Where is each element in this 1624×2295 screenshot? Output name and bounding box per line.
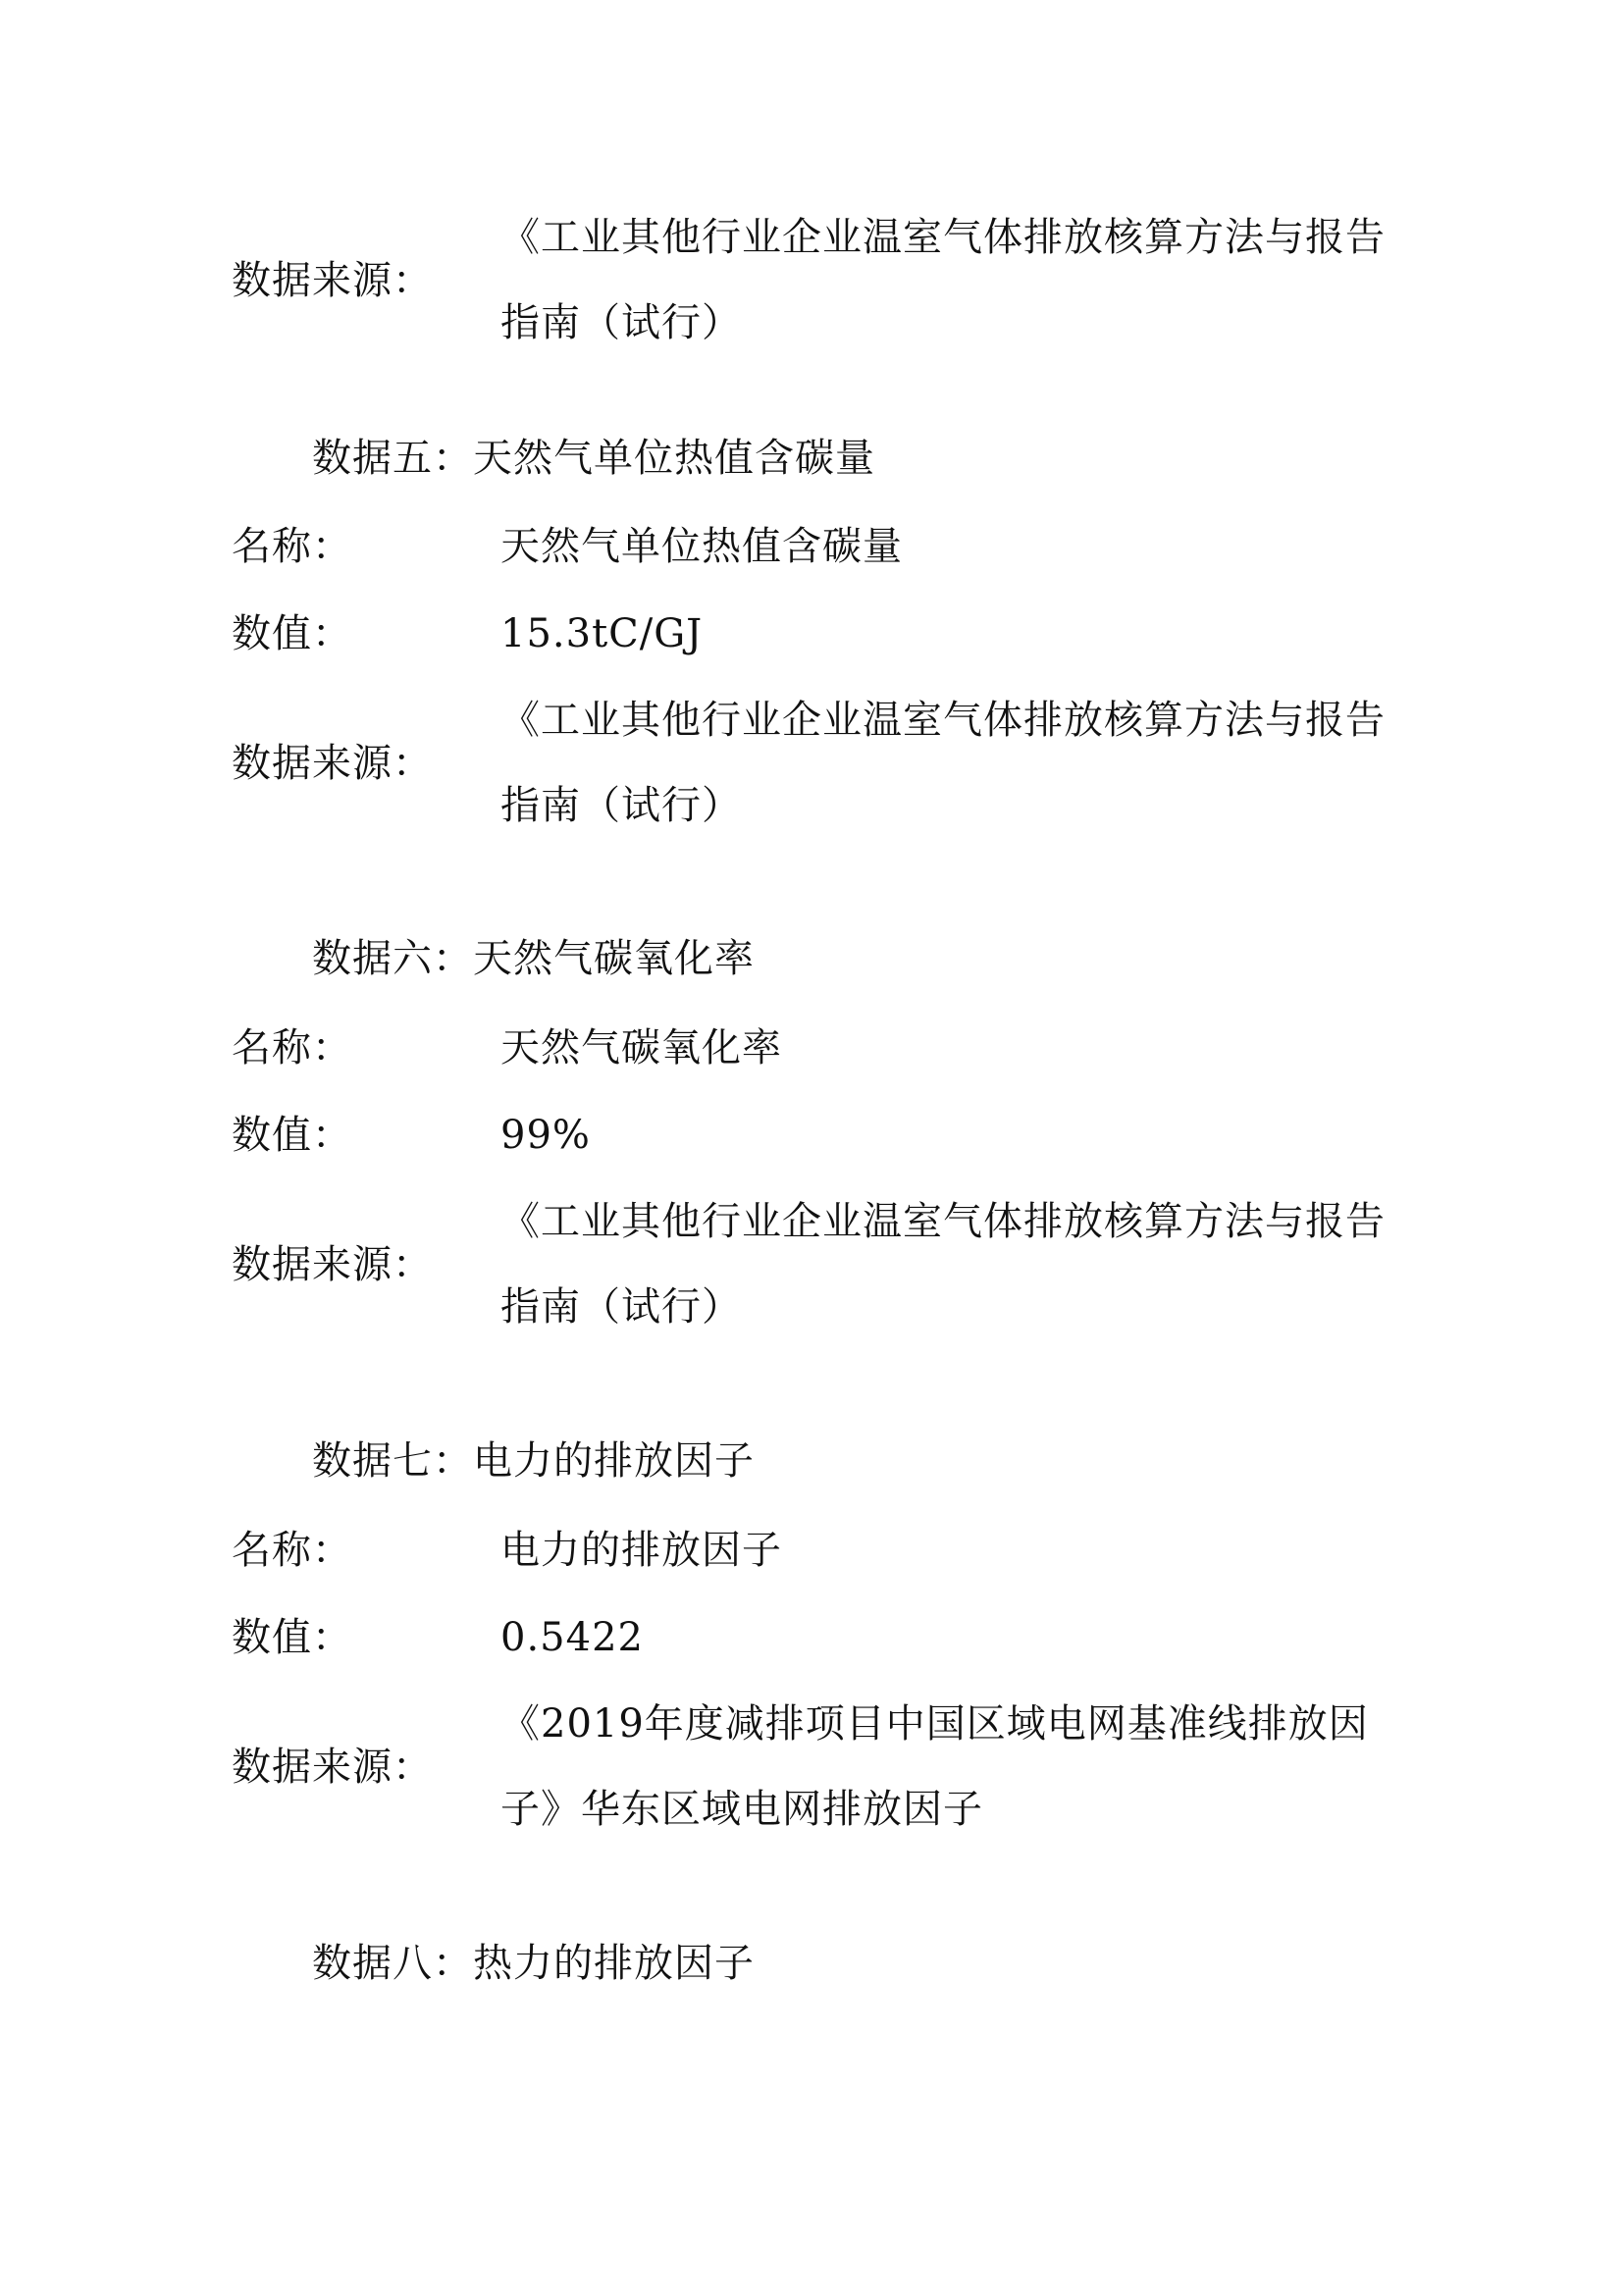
data8-heading-label: 数据八：: [312, 1941, 473, 1986]
data5-name-label: 名称：: [232, 524, 352, 569]
data7-heading: [312, 1437, 755, 1485]
data7-heading-label: 数据七：: [312, 1438, 473, 1484]
data6-heading-label: 数据六：: [312, 936, 473, 981]
data5-value: 15.3tC/GJ: [500, 611, 704, 656]
data8-heading-title: 热力的排放因子: [473, 1941, 755, 1986]
data5-name-value: 天然气单位热值含碳量: [500, 524, 903, 569]
prev-source-label: 数据来源：: [232, 258, 433, 303]
data6-source-line1: 《工业其他行业企业温室气体排放核算方法与报告: [500, 1199, 1386, 1244]
data6-name-label: 名称：: [232, 1025, 352, 1070]
data7-name-value: 电力的排放因子: [500, 1528, 782, 1573]
data5-heading-label: 数据五：: [312, 436, 473, 481]
data6-source-line2: 指南（试行）: [500, 1284, 742, 1330]
data5-heading-title: 天然气单位热值含碳量: [473, 436, 875, 481]
data7-name-label: 名称：: [232, 1528, 352, 1573]
data7-value: 0.5422: [500, 1615, 644, 1660]
data6-heading: [312, 935, 755, 982]
data6-value: 99%: [500, 1113, 591, 1158]
data7-heading-title: 电力的排放因子: [473, 1438, 755, 1484]
data5-value-label: 数值：: [232, 611, 352, 656]
prev-source-line1: 《工业其他行业企业温室气体排放核算方法与报告: [500, 215, 1386, 260]
data5-source-line1: 《工业其他行业企业温室气体排放核算方法与报告: [500, 698, 1386, 743]
data7-source-line1: 《2019年度减排项目中国区域电网基准线排放因: [500, 1701, 1369, 1747]
data6-value-label: 数值：: [232, 1113, 352, 1158]
data5-source-line2: 指南（试行）: [500, 783, 742, 828]
data7-value-label: 数值：: [232, 1615, 352, 1660]
data7-source-line2: 子》华东区域电网排放因子: [500, 1787, 983, 1832]
data8-heading: [312, 1940, 755, 1987]
data6-source-label: 数据来源：: [232, 1242, 433, 1287]
data6-name-value: 天然气碳氧化率: [500, 1025, 782, 1070]
data5-heading: [312, 435, 875, 482]
data5-source-label: 数据来源：: [232, 741, 433, 786]
data6-heading-title: 天然气碳氧化率: [473, 936, 755, 981]
prev-source-line2: 指南（试行）: [500, 300, 742, 345]
data7-source-label: 数据来源：: [232, 1745, 433, 1790]
